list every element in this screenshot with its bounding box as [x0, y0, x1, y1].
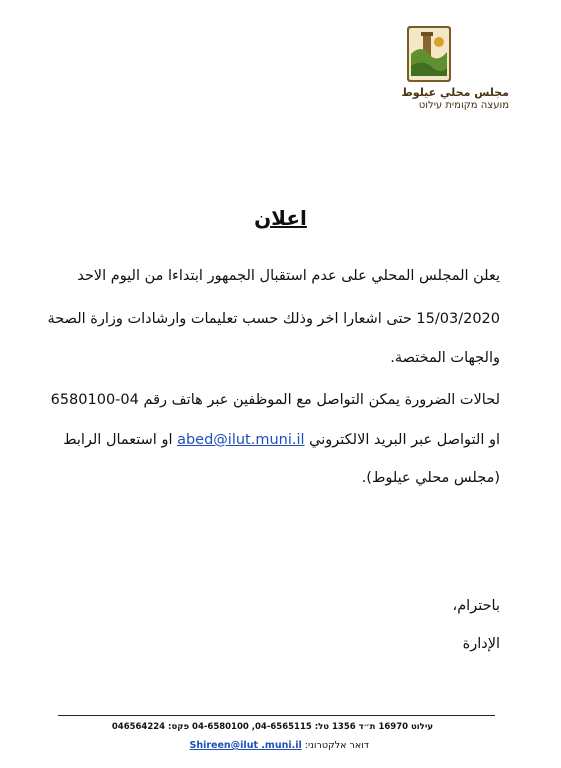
org-name-hebrew: מועצה מקומית עילוט [418, 100, 509, 111]
signature-text: الإدارة [462, 636, 500, 652]
announcement-line-4: لحالات الضرورة يمكن التواصل مع الموظفين عبر هاتف رقم 04-6580100 [50, 392, 500, 408]
footer-divider [58, 715, 495, 716]
announcement-line-1: يعلن المجلس المحلي على عدم استقبال الجمهور ابتداءا من اليوم الاحد [77, 268, 500, 284]
announcement-title: اعلان [254, 206, 307, 230]
email-suffix-text: او استعمال الرابط [63, 432, 173, 448]
footer-email-label: דואר אלקטרוני: [304, 740, 369, 751]
org-name-arabic: مجلس محلي عيلوط [401, 86, 509, 99]
footer-email-row [189, 740, 369, 751]
email-link[interactable]: abed@ilut.muni.il [177, 432, 305, 448]
closing-text: باحترام، [452, 598, 500, 614]
announcement-line-3: والجهات المختصة. [390, 350, 500, 366]
announcement-line-5 [63, 432, 500, 448]
footer-contact: עילוט 16970 ת״ד 1356 טל: 04-6565115, 04-6580100 פקס: 046564224 [111, 722, 433, 732]
announcement-line-2: 15/03/2020 حتى اشعارا اخر وذلك حسب تعليمات وارشادات وزارة الصحة [47, 311, 500, 327]
municipal-crest-icon [403, 24, 455, 84]
footer-email-link[interactable]: Shireen@ilut .muni.il [189, 740, 302, 751]
announcement-line-6: (مجلس محلي عيلوط). [361, 470, 500, 486]
email-prefix-text: او التواصل عبر البريد الالكتروني [309, 432, 500, 448]
